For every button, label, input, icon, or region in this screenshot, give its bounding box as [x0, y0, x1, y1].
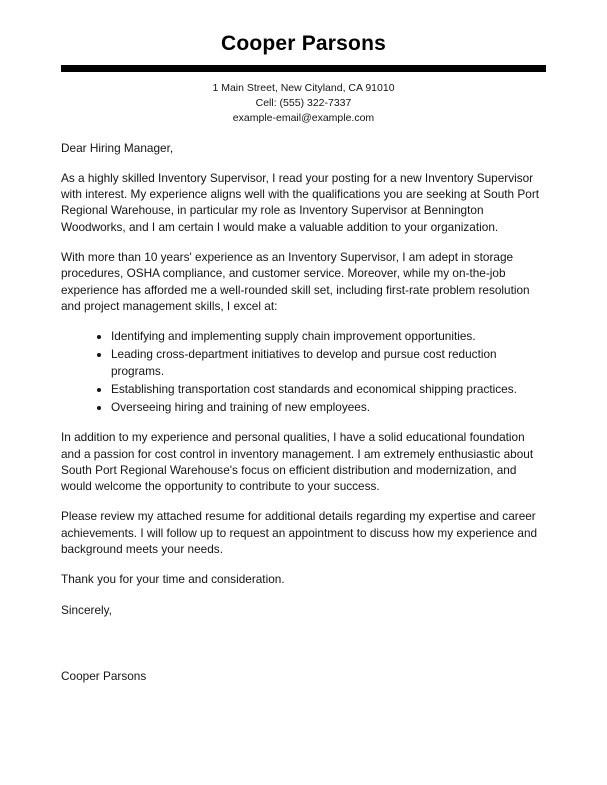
signature-name: Cooper Parsons	[61, 668, 147, 683]
paragraph-intro: As a highly skilled Inventory Supervisor, I read your posting for a new Inventory Supervisor with interest. My experience aligns well with the qualifications you are seeking at South Port Regional Warehouse, in particular my role as Inventory Supervisor at Bennington Woodworks, and I am certain I would make a valuable addition to your organization.	[61, 170, 540, 234]
contact-address: 1 Main Street, New Cityland, CA 91010	[212, 82, 395, 94]
page-title: Cooper Parsons	[220, 32, 386, 55]
skills-list	[61, 328, 546, 415]
list-item: • Overseeing hiring and training of new employees.	[111, 399, 546, 415]
header-divider	[61, 65, 546, 72]
thank-you-line: Thank you for your time and consideration.	[61, 572, 285, 587]
list-item: • Identifying and implementing supply chain improvement opportunities.	[111, 328, 546, 344]
list-item: • Leading cross-department initiatives to develop and pursue cost reduction programs.	[111, 346, 546, 379]
valediction: Sincerely,	[61, 602, 112, 617]
contact-cell: Cell: (555) 322-7337	[255, 97, 352, 110]
signature-space	[61, 632, 546, 668]
paragraph-followup: Please review my attached resume for additional details regarding my expertise and career achievements. I will follow up to request an appointment to discuss how my experience and background meets your needs.	[61, 509, 538, 556]
paragraph-experience: With more than 10 years' experience as an Inventory Supervisor, I am adept in storage procedures, OSHA compliance, and customer service. Moreover, while my on-the-job experience has afforded me a well-rounded skill set, including first-rate problem resolution and project management skills, I excel at:	[61, 249, 530, 313]
salutation: Dear Hiring Manager,	[61, 140, 174, 155]
contact-email: example-email@example.com	[232, 112, 375, 125]
paragraph-education: In addition to my experience and personal qualities, I have a solid educational foundation and a passion for cost control in inventory management. I am extremely enthusiastic about South Port Regional Warehouse's focus on efficient distribution and modernization, and would welcome the opportunity to contribute to your success.	[61, 430, 534, 494]
contact-info	[61, 81, 546, 127]
letter-body	[61, 140, 546, 684]
list-item: • Establishing transportation cost standards and economical shipping practices.	[111, 381, 546, 397]
